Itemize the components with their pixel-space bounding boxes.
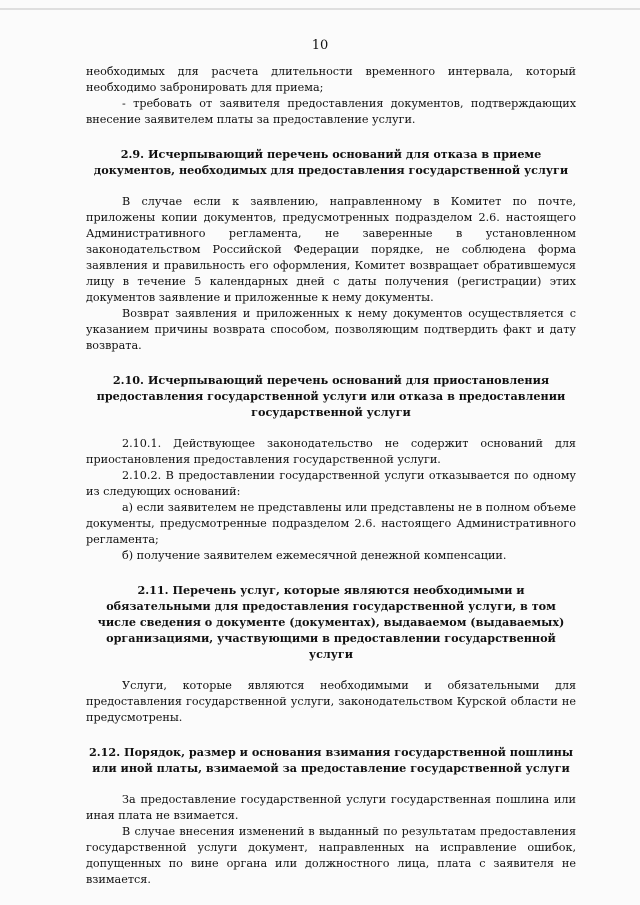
list-item: б) получение заявителем ежемесячной денежной компенсации. — [122, 549, 507, 562]
section-heading-2-11: 2.11. Перечень услуг, которые являются необходимыми и обязательными для предоставления государственной услуги, в том числе сведения о документе (документах), выдаваемом (выдаваемых) организациями, участвующими в предоставлении государственной услуги — [97, 583, 565, 661]
section-heading-2-9: 2.9. Исчерпывающий перечень оснований для отказа в приеме документов, необходимых для предоставления государственной услуги — [93, 147, 569, 177]
scan-edge-line — [0, 8, 640, 10]
paragraph: В случае внесения изменений в выданный по результатам предоставления государственной услуги документ, направленных на исправление ошибок, допущенных по вине органа или должностного лица, плата с заявителя не взимается. — [86, 825, 576, 886]
paragraph: Услуги, которые являются необходимыми и обязательными для предоставления государственной услуги, законодательством Курской области не предусмотрены. — [86, 679, 576, 724]
paragraph: 2.10.2. В предоставлении государственной услуги отказывается по одному из следующих оснований: — [86, 469, 576, 498]
list-item: а) если заявителем не представлены или представлены не в полном объеме документы, предусмотренные подразделом 2.6. настоящего Административного регламента; — [86, 501, 576, 546]
paragraph: - требовать от заявителя предоставления документов, подтверждающих внесение заявителем платы за предоставление услуги. — [86, 97, 576, 126]
paragraph: 2.10.1. Действующее законодательство не содержит оснований для приостановления предоставления государственной услуги. — [86, 437, 576, 466]
paragraph: За предоставление государственной услуги государственная пошлина или иная плата не взимается. — [86, 793, 576, 822]
document-body — [86, 64, 576, 888]
paragraph: Возврат заявления и приложенных к нему документов осуществляется с указанием причины возврата способом, позволяющим подтвердить факт и дату возврата. — [86, 307, 576, 352]
paragraph: необходимых для расчета длительности временного интервала, который необходимо забронировать для приема; — [86, 65, 576, 94]
section-heading-2-12: 2.12. Порядок, размер и основания взимания государственной пошлины или иной платы, взимаемой за предоставление государственной услуги — [88, 745, 574, 775]
paragraph: В случае если к заявлению, направленному в Комитет по почте, приложены копии документов, предусмотренных подразделом 2.6. настоящего Административного регламента, не заверенные в установленном законодательством Российской Федерации порядке, не соблюдена форма заявления и правильность его оформления, Комитет возвращает обратившемуся лицу в течение 5 календарных дней с даты получения (регистрации) этих документов заявление и приложенные к нему документы. — [86, 195, 576, 304]
section-heading-2-10: 2.10. Исчерпывающий перечень оснований для приостановления предоставления государственной услуги или отказа в предоставлении государственной услуги — [96, 373, 566, 419]
page-number: 10 — [311, 38, 329, 53]
